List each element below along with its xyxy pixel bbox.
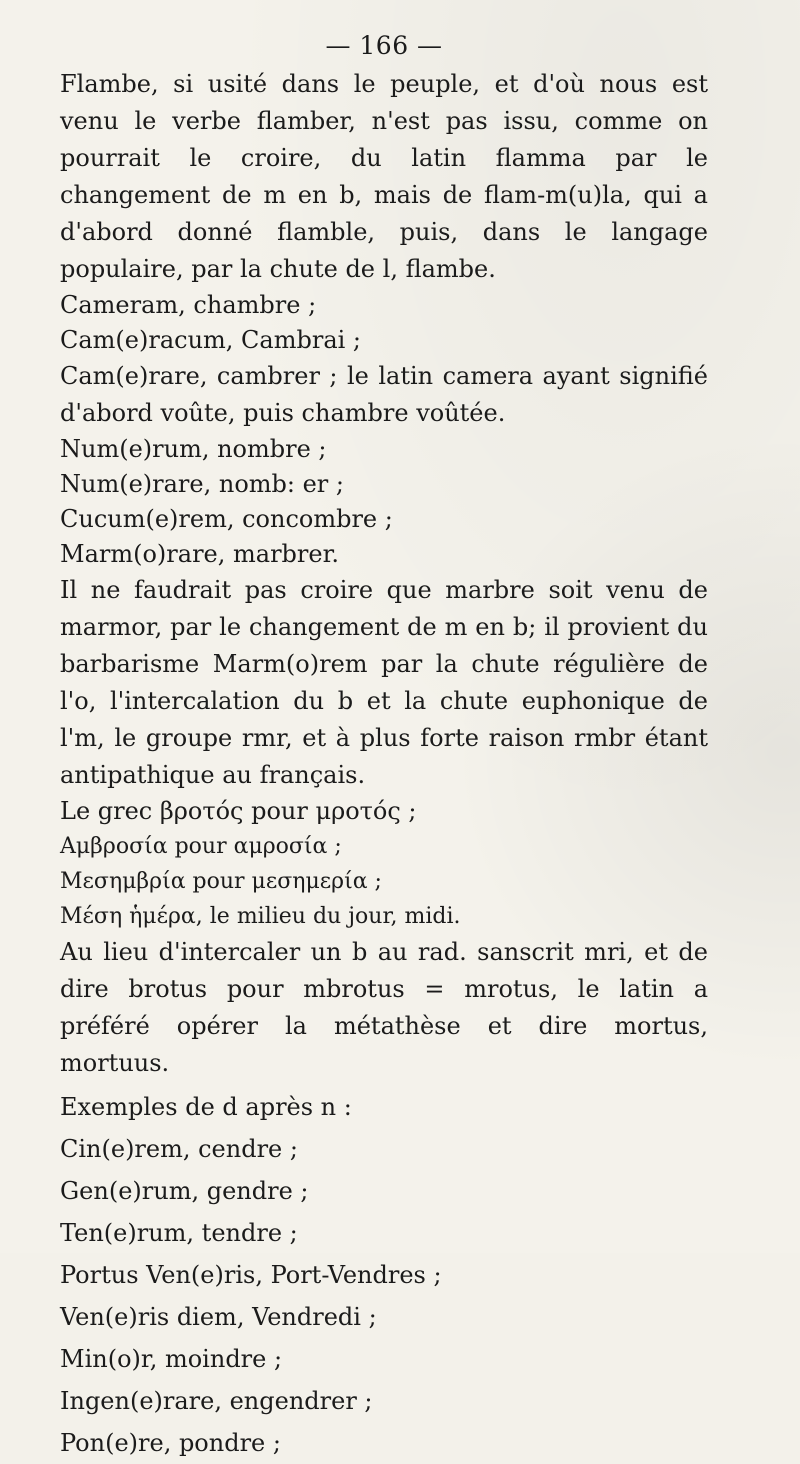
d-example-line: Cin(e)rem, cendre ; <box>60 1135 298 1163</box>
example-line: Cucum(e)rem, concombre ; <box>60 505 393 533</box>
d-example-line: Pon(e)re, pondre ; <box>60 1429 281 1457</box>
greek-examples-list <box>60 794 708 934</box>
greek-example-line: Le grec βροτός pour μροτός ; <box>60 797 417 825</box>
d-example-line: Portus Ven(e)ris, Port-Vendres ; <box>60 1261 442 1289</box>
d-example-line: Ten(e)rum, tendre ; <box>60 1219 298 1247</box>
page-number: — 166 — <box>325 31 443 60</box>
d-example-line: Ingen(e)rare, engendrer ; <box>60 1387 373 1415</box>
paragraph-mrotus: Au lieu d'intercaler un b au rad. sanscrit mri, et de dire brotus pour mbrotus = mrotus, le latin a préféré opérer la métathèse et dire mortus, mortuus. <box>60 938 708 1077</box>
greek-example-line: Μέση ἡμέρα, le milieu du jour, midi. <box>60 904 461 929</box>
example-line: Cam(e)rare, cambrer ; le latin camera ayant signifié d'abord voûte, puis chambre voûtée. <box>60 362 708 427</box>
example-line: Cam(e)racum, Cambrai ; <box>60 326 362 354</box>
example-line: Num(e)rare, nomb: er ; <box>60 470 344 498</box>
paragraph-marbre: Il ne faudrait pas croire que marbre soit venu de marmor, par le changement de m en b; il provient du barbarisme Marm(o)rem par la chute régulière de l'o, l'intercalation du b et la chute euphonique de l'm, le groupe rmr, et à plus forte raison rmbr étant antipathique au français. <box>60 576 708 789</box>
greek-example-line: Αμβροσία pour αμροσία ; <box>60 834 342 859</box>
d-examples-section <box>60 1086 708 1464</box>
example-line: Marm(o)rare, marbrer. <box>60 540 340 568</box>
greek-example-line: Μεσημβρία pour μεσημερία ; <box>60 869 382 894</box>
example-line: Num(e)rum, nombre ; <box>60 435 327 463</box>
d-example-line: Ven(e)ris diem, Vendredi ; <box>60 1303 377 1331</box>
paragraph-flambe: Flambe, si usité dans le peuple, et d'où nous est venu le verbe flamber, n'est pas issu, comme on pourrait le croire, du latin flamma par le changement de m en b, mais de flam-m(u)la, qui a d'abord donné flamble, puis, dans le langage populaire, par la chute de l, flambe. <box>60 70 708 283</box>
d-example-line: Gen(e)rum, gendre ; <box>60 1177 309 1205</box>
example-line: Cameram, chambre ; <box>60 291 317 319</box>
d-examples-heading: Exemples de d après n : <box>60 1093 352 1121</box>
d-example-line: Min(o)r, moindre ; <box>60 1345 283 1373</box>
m-examples-list <box>60 288 708 572</box>
